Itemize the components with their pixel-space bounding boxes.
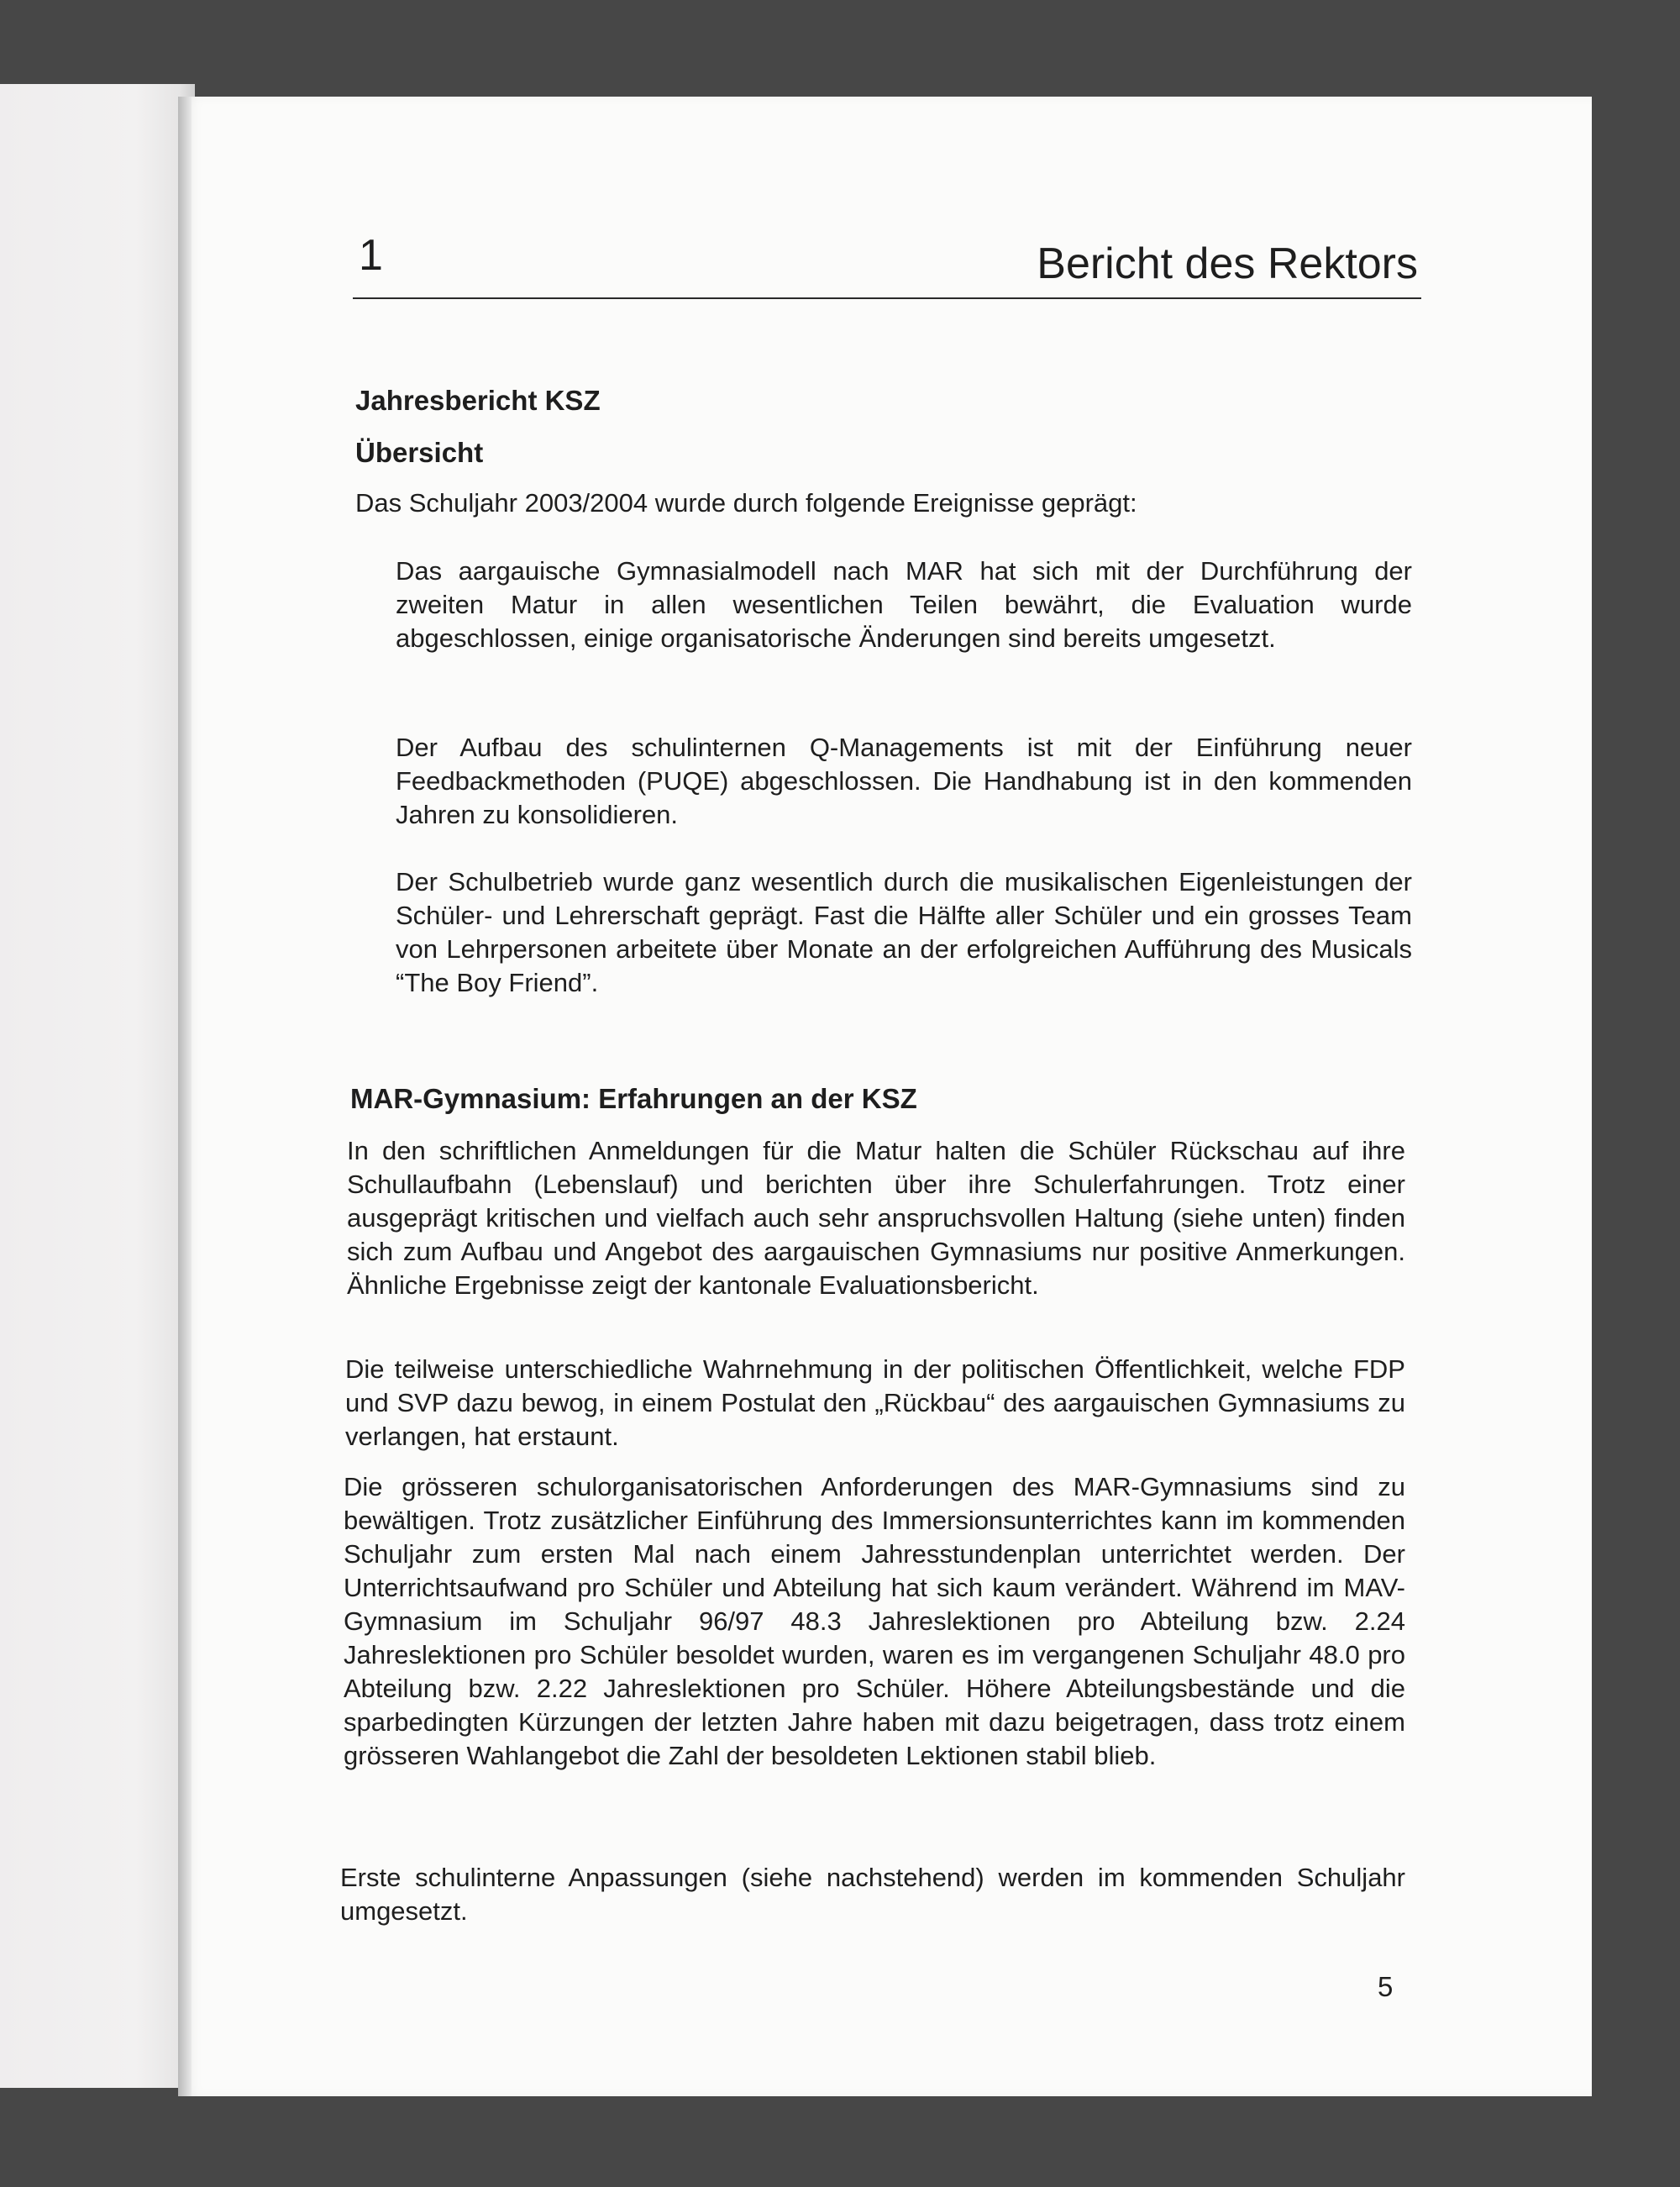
overview-intro: Das Schuljahr 2003/2004 wurde durch folgende Ereignisse geprägt: (355, 488, 1137, 518)
event-item-musical: Der Schulbetrieb wurde ganz wesentlich durch die musikalischen Eigenleistungen der Schüler- und Lehrerschaft geprägt. Fast die Hälfte aller Schüler und ein grosses Team von Lehrpersonen arbeitete über Monate an der erfolgreichen Aufführung des Musicals “The Boy Friend”. (396, 867, 1412, 997)
mar-section-heading: MAR-Gymnasium: Erfahrungen an der KSZ (350, 1083, 917, 1114)
left-page-edge (0, 84, 195, 2088)
mar-paragraph-anmeldungen: In den schriftlichen Anmeldungen für die Matur halten die Schüler Rückschau auf ihre Schullaufbahn (Lebenslauf) und berichten über ihre Schulerfahrungen. Trotz einer ausgeprägt kritischen und vielfach auch sehr anspruchsvollen Haltung (siehe unten) finden sich zum Aufbau und Angebot des aargauischen Gymnasiums nur positive Anmerkungen. Ähnliche Ergebnisse zeigt der kantonale Evaluationsbericht. (347, 1136, 1405, 1300)
event-item-q-management: Der Aufbau des schulinternen Q-Managements ist mit der Einführung neuer Feedbackmethoden (PUQE) abgeschlossen. Die Handhabung ist in den kommenden Jahren zu konsolidieren. (396, 733, 1412, 829)
mar-paragraph-anpassungen: Erste schulinterne Anpassungen (siehe nachstehend) werden im kommenden Schuljahr umgesetzt. (340, 1863, 1405, 1926)
chapter-title: Bericht des Rektors (1037, 239, 1418, 288)
mar-paragraph-wahrnehmung: Die teilweise unterschiedliche Wahrnehmung in der politischen Öffentlichkeit, welche FDP und SVP dazu bewog, in einem Postulat den „Rückbau“ des aargauischen Gymnasiums zu verlangen, hat erstaunt. (345, 1354, 1405, 1451)
report-title: Jahresbericht KSZ (355, 385, 601, 416)
overview-heading: Übersicht (355, 437, 484, 468)
mar-paragraph-anforderungen: Die grösseren schulorganisatorischen Anforderungen des MAR-Gymnasiums sind zu bewältigen. Trotz zusätzlicher Einführung des Immersionsunterrichtes kann im kommenden Schuljahr zum ersten Mal nach einem Jahresstundenplan unterrichtet werden. Der Unterrichtsaufwand pro Schüler und Abteilung hat sich kaum verändert. Während im MAV-Gymnasium im Schuljahr 96/97 48.3 Jahreslektionen pro Abteilung bzw. 2.24 Jahreslektionen pro Schüler besoldet wurden, waren es im vergangenen Schuljahr 48.0 pro Abteilung bzw. 2.22 Jahreslektionen pro Schüler. Höhere Abteilungsbestände und die sparbedingten Kürzungen der letzten Jahre haben mit dazu beigetragen, dass trotz einem grösseren Wahlangebot die Zahl der besoldeten Lektionen stabil blieb. (344, 1472, 1405, 1770)
page-number: 5 (1378, 1971, 1394, 2002)
event-item-gymnasialmodell: Das aargauische Gymnasialmodell nach MAR hat sich mit der Durchführung der zweiten Matur in allen wesentlichen Teilen bewährt, die Evaluation wurde abgeschlossen, einige organisatorische Änderungen sind bereits umgesetzt. (396, 556, 1412, 653)
chapter-number: 1 (359, 231, 383, 280)
chapter-header (353, 227, 1421, 299)
book-gutter (178, 97, 192, 2096)
